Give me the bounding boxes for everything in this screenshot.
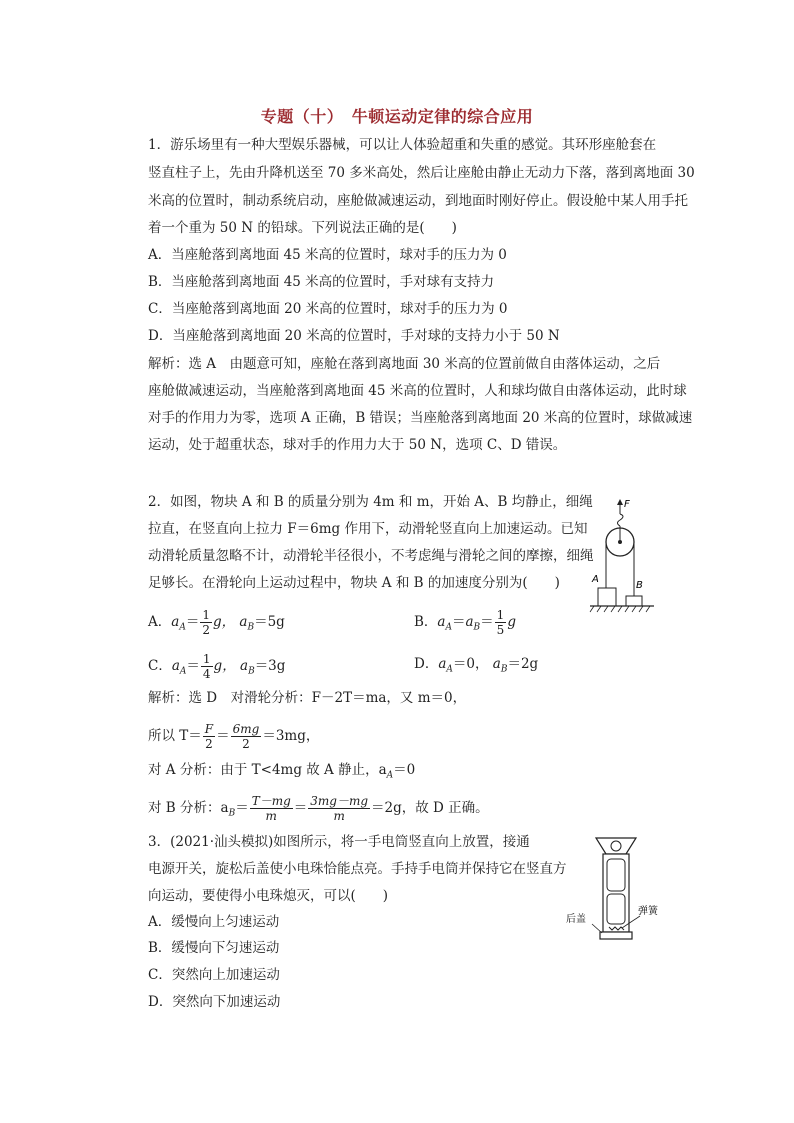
fraction: $\frac{3mg-mg}{m}$ [310,794,369,823]
q2-option-d: D．$a_A=0$， $a_B=2g$ [414,656,539,675]
force-arrow-head [617,499,623,505]
q1-analysis-1: 解析：选 A 由题意可知，座舱在落到离地面 30 米高的位置前做自由落体运动，之后 [148,356,661,372]
battery-top [607,859,625,891]
q3-option-b: B．缓慢向下匀速运动 [148,940,280,956]
q1-line-2: 竖直柱子上，先由升降机送至 70 多米高处，然后让座舱由静止无动力下落，落到离地面 30 [148,165,695,181]
q3-line-2: 电源开关，旋松后盖使小电珠恰能点亮。手持手电筒并保持它在竖直方 [148,861,567,877]
block-a-label: A [592,574,599,585]
q3-line-3: 向运动，要使得小电珠熄灭，可以( ) [148,888,389,904]
force-label: F [624,499,630,510]
q2-analysis-1: 解析：选 D 对滑轮分析：F－2T＝ma，又 m＝0， [148,690,467,706]
q3-option-a: A．缓慢向上匀速运动 [148,914,280,930]
q3-line-1: 3．(2021·汕头模拟)如图所示，将一手电筒竖直向上放置，接通 [148,834,530,850]
q1-analysis-3: 对手的作用力为零，选项 A 正确，B 错误；当座舱落到离地面 20 米高的位置时，球做减速 [148,410,693,426]
fraction: $\frac{1}{5}$ [496,608,505,637]
fraction: $\frac{6mg}{2}$ [232,722,260,751]
q2-analysis-4: 对 B 分析：$a_B=$ $\frac{T-mg}{m}$ ＝ $\frac{3mg-mg}{m}$ ＝2g，故 D 正确。 [148,794,489,823]
page-title: 专题（十） 牛顿运动定律的综合应用 [260,107,534,126]
q1-analysis-2: 座舱做减速运动，当座舱落到离地面 45 米高的位置时，人和球均做自由落体运动，此时球 [148,383,687,399]
q2-line-4: 足够长。在滑轮向上运动过程中，物块 A 和 B 的加速度分别为( ) [148,575,560,591]
bulb-icon [611,841,621,851]
ground-hatch [590,606,650,612]
pulley-figure [588,498,660,618]
q2-option-c: C．$a_A=$ $\frac{1}{4}$ g， $a_B=3g$ [148,652,286,681]
q1-option-c: C．当座舱落到离地面 20 米高的位置时，球对手的压力为 0 [148,301,508,317]
q2-line-3: 动滑轮质量忽略不计，动滑轮半径很小，不考虑绳与滑轮之间的摩擦，细绳 [148,548,594,564]
q2-analysis-3: 对 A 分析：由于 T<4mg 故 A 静止，$a_A=0$ [148,762,416,781]
q1-line-4: 着一个重为 50 N 的铅球。下列说法正确的是( ) [148,220,457,236]
block-a [598,588,616,606]
fraction: $\frac{F}{2}$ [204,722,214,751]
q2-option-a: A．$a_A=$ $\frac{1}{2}$ g， $a_B=5g$ [148,608,285,637]
fraction: $\frac{T-mg}{m}$ [251,794,291,823]
q1-line-3: 米高的位置时，制动系统启动，座舱做减速运动，到地面时刚好停止。假设舱中某人用手托 [148,193,688,209]
hook-icon [618,514,624,526]
q2-line-1: 2．如图，物块 A 和 B 的质量分别为 4m 和 m，开始 A、B 均静止，细绳 [148,494,593,510]
back-cap-pointer [592,924,602,933]
battery-bottom [607,894,625,924]
q1-option-b: B．当座舱落到离地面 45 米高的位置时，手对球有支持力 [148,274,495,290]
back-cap [600,932,632,939]
pulley-axle [618,540,622,544]
q2-line-2: 拉直，在竖直向上拉力 F＝6mg 作用下，动滑轮竖直向上加速运动。已知 [148,521,588,537]
fraction: $\frac{1}{2}$ [202,608,210,637]
q3-option-c: C．突然向上加速运动 [148,967,280,983]
q2-analysis-2: 所以 T＝ $\frac{F}{2}$ ＝ $\frac{6mg}{2}$ ＝3mg， [148,722,320,751]
q1-option-d: D．当座舱落到离地面 20 米高的位置时，手对球的支持力小于 50 N [148,328,560,344]
q1-line-1: 1．游乐场里有一种大型娱乐器械，可以让人体验超重和失重的感觉。其环形座舱套在 [148,137,657,153]
back-cap-label: 后盖 [566,914,586,925]
q1-analysis-4: 运动，处于超重状态，球对手的作用力大于 50 N，选项 C、D 错误。 [148,437,567,453]
spring-label: 弹簧 [638,906,658,917]
fraction: $\frac{1}{4}$ [202,652,211,681]
block-b-label: B [636,580,643,591]
block-b [626,596,642,606]
q1-option-a: A．当座舱落到离地面 45 米高的位置时，球对手的压力为 0 [148,247,507,263]
q2-option-b: B．$a_A=a_B=$ $\frac{1}{5}$ g [414,608,516,637]
flashlight-figure [560,832,670,942]
q3-option-d: D．突然向下加速运动 [148,994,281,1010]
